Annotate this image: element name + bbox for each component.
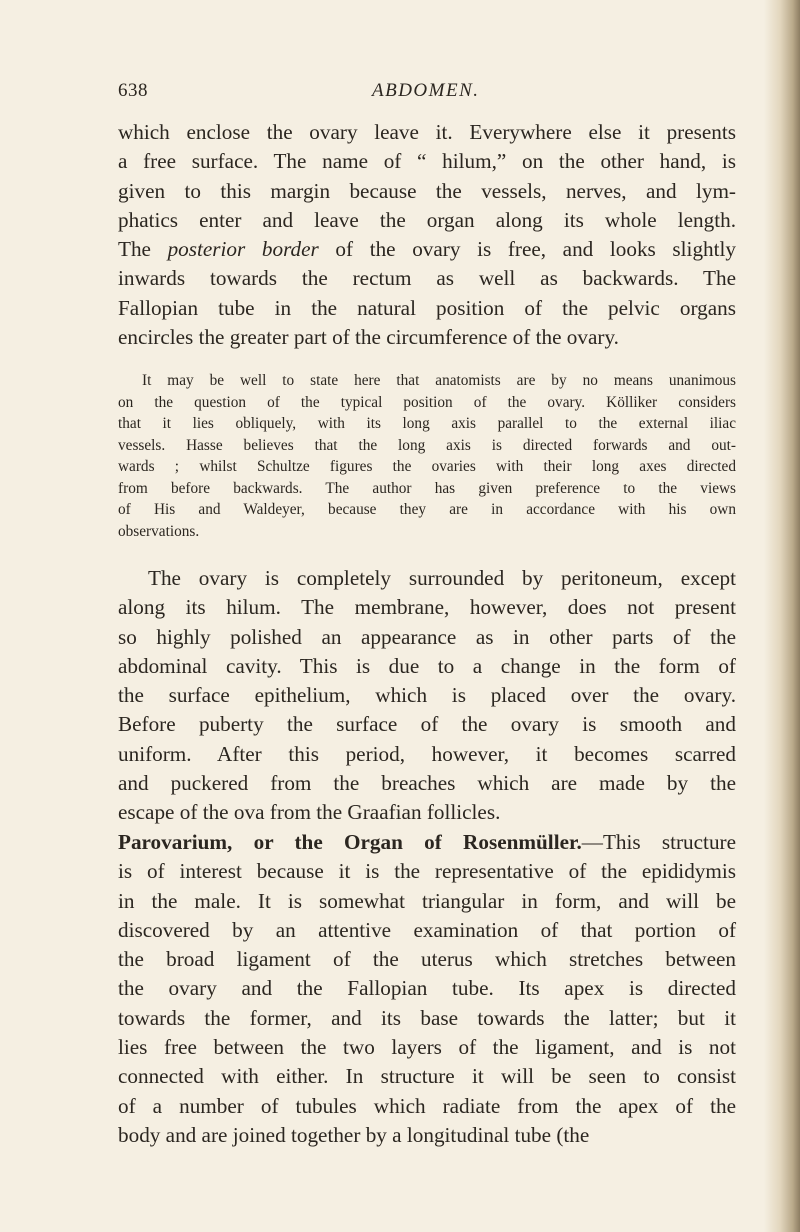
note-line: vessels. Hasse believes that the long axis is directed forwards and out- [118, 436, 736, 454]
text-line: the broad ligament of the uterus which stretches between [118, 947, 736, 972]
text-run: of the ovary is free, and looks slightly [318, 237, 736, 262]
text-line: along its hilum. The membrane, however, does not present [118, 595, 736, 620]
italic-term: posterior border [167, 237, 319, 262]
text-line: which enclose the ovary leave it. Everywhere else it presents [118, 120, 736, 144]
text-line: body and are joined together by a longitudinal tube (the [118, 1122, 590, 1147]
paragraph-2 [118, 564, 736, 828]
note-line: that it lies obliquely, with its long axis parallel to the external iliac [118, 415, 736, 432]
text-line: connected with either. In structure it will be seen to consist [118, 1064, 736, 1089]
page-edge-shadow [764, 0, 800, 1232]
text-run: —This structure [581, 830, 736, 854]
text-line: uniform. After this period, however, it becomes scarred [118, 741, 736, 766]
text-run: The [118, 237, 168, 262]
text-line: is of interest because it is the representative of the epididymis [118, 859, 736, 884]
text-line: encircles the greater part of the circumference of the ovary. [118, 325, 619, 350]
text-line: in the male. It is somewhat triangular in form, and will be [118, 888, 736, 913]
note-line: observations. [118, 522, 200, 540]
text-line: phatics enter and leave the organ along its whole length. [118, 207, 736, 232]
note-line: of His and Waldeyer, because they are in accordance with his own [118, 501, 736, 518]
text-line: the surface epithelium, which is placed over the ovary. [118, 683, 736, 708]
text-line: The ovary is completely surrounded by peritoneum, except [148, 566, 736, 590]
text-line: Fallopian tube in the natural position of the pelvic organs [118, 295, 736, 320]
text-line [118, 828, 736, 857]
section-heading: Parovarium, or the Organ of Rosenmüller. [118, 830, 582, 854]
text-line: discovered by an attentive examination of that portion of [118, 917, 736, 942]
text-line: abdominal cavity. This is due to a change in the form of [118, 653, 736, 678]
footnote-block [118, 370, 736, 542]
text-line: lies free between the two layers of the ligament, and is not [118, 1035, 736, 1060]
text-line: and puckered from the breaches which are made by the [118, 771, 736, 796]
page-number: 638 [118, 80, 148, 101]
note-line: wards ; whilst Schultze figures the ovaries with their long axes directed [118, 458, 736, 475]
text-line [118, 235, 736, 264]
text-line: inwards towards the rectum as well as backwards. The [118, 266, 736, 291]
note-line: from before backwards. The author has given preference to the views [118, 479, 736, 497]
note-line: It may be well to state here that anatomists are by no means unanimous [142, 372, 736, 389]
running-head: ABDOMEN. [372, 80, 480, 101]
text-line: the ovary and the Fallopian tube. Its apex is directed [118, 976, 736, 1001]
page-header [118, 80, 738, 108]
text-line: of a number of tubules which radiate from the apex of the [118, 1093, 736, 1118]
text-line: escape of the ova from the Graafian follicles. [118, 800, 501, 825]
paragraph-3 [118, 828, 736, 1150]
note-line: on the question of the typical position of the ovary. Kölliker considers [118, 393, 736, 411]
text-line: Before puberty the surface of the ovary is smooth and [118, 712, 736, 737]
text-line: so highly polished an appearance as in other parts of the [118, 624, 736, 649]
text-line: a free surface. The name of “ hilum,” on the other hand, is [118, 149, 736, 174]
paragraph-1 [118, 118, 736, 352]
text-line: towards the former, and its base towards the latter; but it [118, 1005, 736, 1030]
text-line: given to this margin because the vessels, nerves, and lym- [118, 178, 736, 203]
